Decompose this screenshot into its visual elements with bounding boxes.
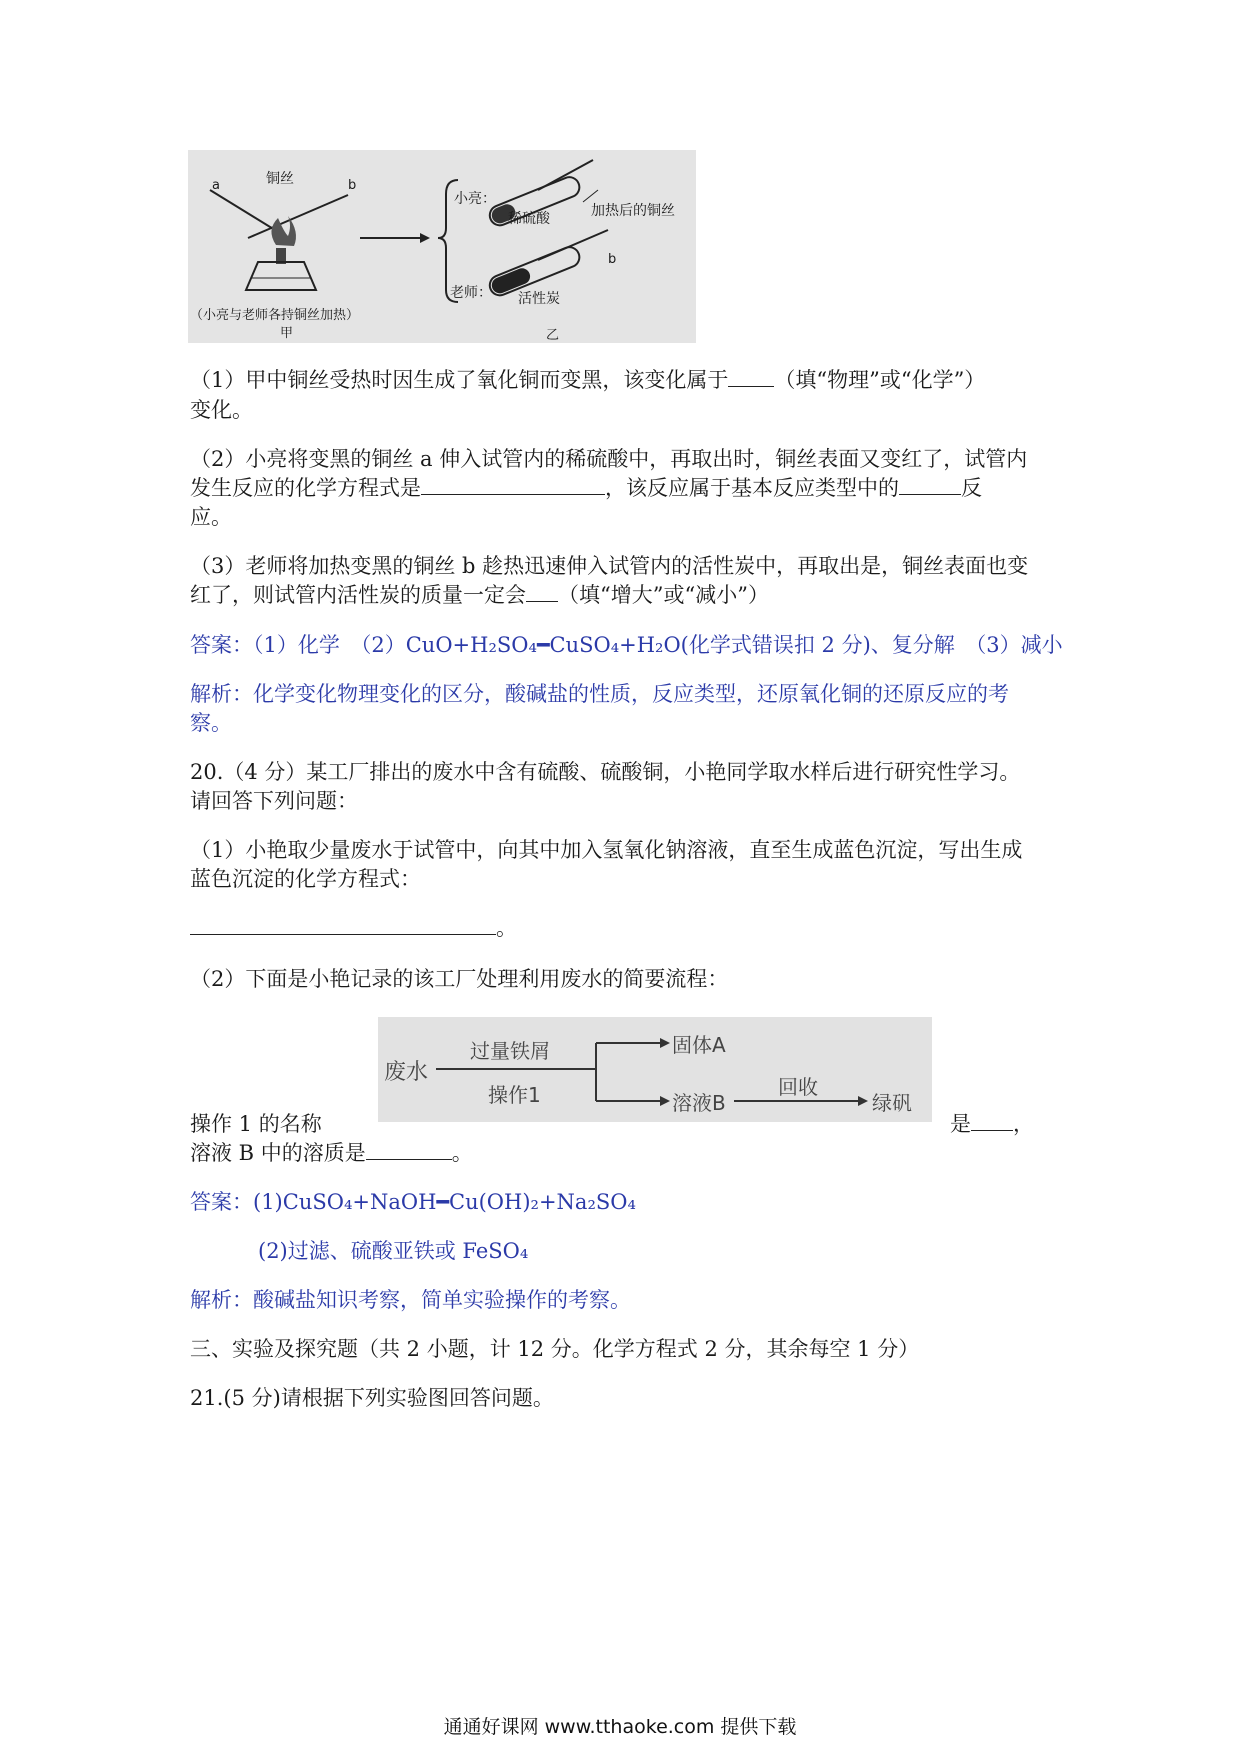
flow-wastewater: 废水 [384,1060,429,1085]
q20-part1-answer-line: 。 [190,914,517,943]
flame-icon [271,216,296,246]
q20-stem-line1: 20.（4 分）某工厂排出的废水中含有硫酸、硫酸铜，小艳同学取水样后进行研究性学习。 [190,760,1021,784]
q19-part1-line2: 变化。 [190,398,253,422]
flow-operation: 操作1 [488,1083,541,1107]
caption-yi: 乙 [546,328,560,343]
q19-part3-line1: （3）老师将加热变黑的铜丝 b 趁热迅速伸入试管内的活性炭中，再取出是，铜丝表面也变 [190,554,1029,578]
caption-left: （小亮与老师各持铜丝加热） [190,308,360,323]
q20-op-name-blank: 是 ， [950,1112,1034,1136]
q21-stem: 21.(5 分)请根据下列实验图回答问题。 [190,1386,554,1410]
blank-equation [421,476,605,495]
arrow-icon [660,1038,670,1048]
flow-solid: 固体A [672,1033,726,1057]
label-acid: 稀硫酸 [508,211,550,227]
q19-analysis-line2: 察。 [190,711,232,735]
q20-part1-line2: 蓝色沉淀的化学方程式： [190,867,421,891]
q20-answer-line1: 答案：(1)CuSO₄+NaOH━Cu(OH)₂+Na₂SO₄ [190,1190,636,1214]
q19-part2-line2: 发生反应的化学方程式是 ，该反应属于基本反应类型中的 反 [190,476,982,500]
label-teacher: 老师： [450,285,492,301]
q19-part3-line2: 红了，则试管内活性炭的质量一定会 （填“增大”或“减小”） [190,583,769,607]
caption-jia: 甲 [280,326,294,341]
q20-analysis: 解析：酸碱盐知识考察，简单实验操作的考察。 [190,1288,631,1312]
blank-precipitate-equation [190,916,496,935]
alcohol-lamp-icon [246,262,316,290]
label-heated-wire: 加热后的铜丝 [591,203,675,219]
flow-recycle: 回收 [778,1075,818,1099]
blank-mass-change [526,583,558,602]
flow-chart-lines [378,1017,932,1122]
section-3-heading: 三、实验及探究题（共 2 小题，计 12 分。化学方程式 2 分，其余每空 1 分） [190,1337,920,1361]
wire-label: 铜丝 [266,171,294,187]
q19-part2-line1: （2）小亮将变黑的铜丝 a 伸入试管内的稀硫酸中，再取出时，铜丝表面又变红了，试管内 [190,447,1028,471]
flow-product: 绿矾 [872,1091,912,1115]
label-carbon: 活性炭 [518,291,560,307]
label-b2: b [608,252,617,267]
q20-solute-line: 溶液 B 中的溶质是 。 [190,1141,473,1165]
q20-part2-line1: （2）下面是小艳记录的该工厂处理利用废水的简要流程： [190,967,729,991]
blank-change-type [728,368,774,387]
label-b: b [348,178,357,193]
wastewater-flow-figure [378,1017,932,1122]
q19-part1-line1: （1）甲中铜丝受热时因生成了氧化铜而变黑，该变化属于 （填“物理”或“化学”） [190,368,986,392]
q20-part1-line1: （1）小艳取少量废水于试管中，向其中加入氢氧化钠溶液，直至生成蓝色沉淀，写出生成 [190,838,1023,862]
arrow-icon [660,1096,670,1106]
flow-reagent: 过量铁屑 [470,1039,550,1063]
flow-solution: 溶液B [672,1091,726,1115]
experiment-figure-copper-wire [188,150,696,343]
page-footer: 通通好课网 www.tthaoke.com 提供下载 [443,1716,797,1738]
q20-stem-line2: 请回答下列问题： [190,789,358,813]
q19-analysis-line1: 解析：化学变化物理变化的区分，酸碱盐的性质，反应类型，还原氧化铜的还原反应的考 [190,682,1009,706]
q19-answer: 答案：（1）化学 （2）CuO+H₂SO₄━CuSO₄+H₂O(化学式错误扣 2 分)、复分解 （3）减小 [190,633,1063,657]
blank-operation-name [971,1112,1013,1131]
arrow-icon [858,1096,868,1106]
q19-part2-line3: 应。 [190,505,232,529]
q20-answer-line2: (2)过滤、硫酸亚铁或 FeSO₄ [258,1239,529,1263]
q20-op-name-label: 操作 1 的名称 [190,1112,322,1136]
label-a: a [212,178,220,193]
blank-reaction-type [899,476,961,495]
label-xiaoliang: 小亮： [454,191,496,207]
blank-solute [366,1141,452,1160]
